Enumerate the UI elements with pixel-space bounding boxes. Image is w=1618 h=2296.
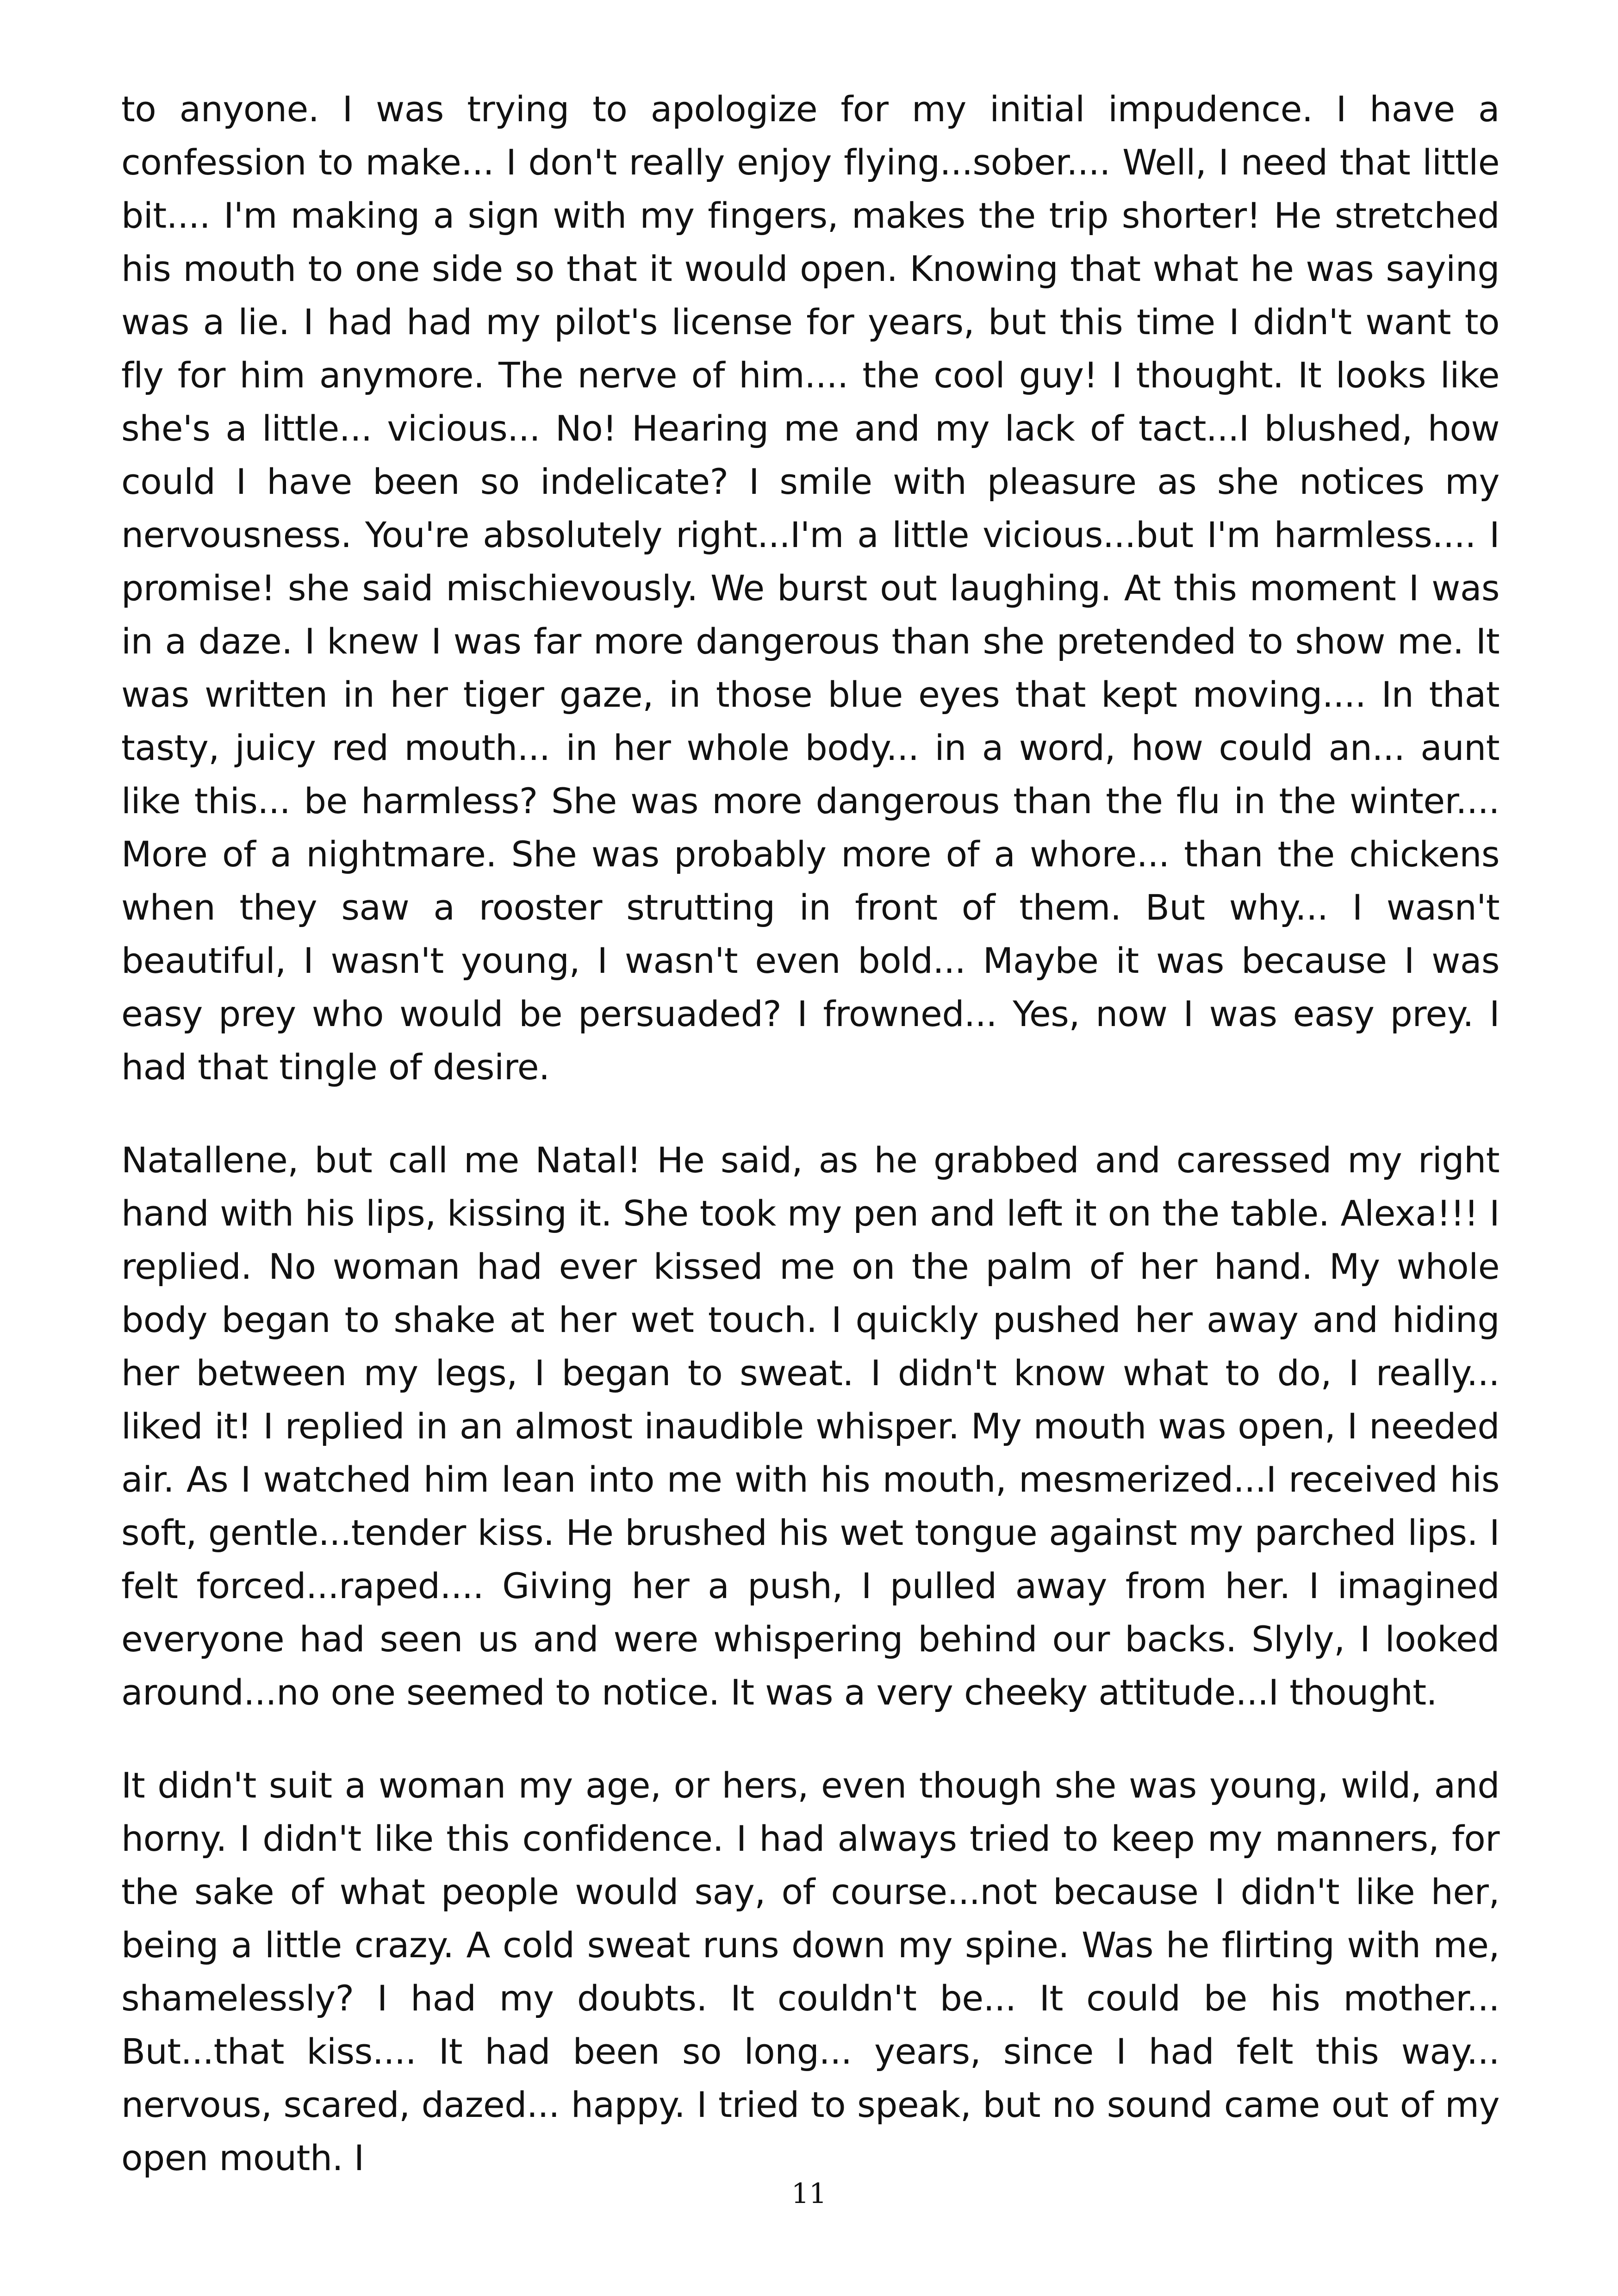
paragraph-3: It didn't suit a woman my age, or hers, even though she was young, wild, and horny. I didn't like this confidence. I had always tried to keep my manners, for the sake of what people would say, of course...not because I didn't like her, being a little crazy. A cold sweat runs down my spine. Was he flirting with me, shamelessly? I had my doubts. It couldn't be... It could be his mother... But...that kiss.... It had been so long... years, since I had felt this way... nervous, scared, dazed... happy. I tried to speak, but no sound came out of my open mouth. I bbox=[121, 1765, 1500, 2178]
body-text bbox=[121, 82, 1500, 2184]
paragraph-2: Natallene, but call me Natal! He said, as he grabbed and caressed my right hand with his lips, kissing it. She took my pen and left it on the table. Alexa!!! I replied. No woman had ever kissed me on the palm of her hand. My whole body began to shake at her wet touch. I quickly pushed her away and hiding her between my legs, I began to sweat. I didn't know what to do, I really... liked it! I replied in an almost inaudible whisper. My mouth was open, I needed air. As I watched him lean into me with his mouth, mesmerized...I received his soft, gentle...tender kiss. He brushed his wet tongue against my parched lips. I felt forced...raped.... Giving her a push, I pulled away from her. I imagined everyone had seen us and were whispering behind our backs. Slyly, I looked around...no one seemed to notice. It was a very cheeky attitude...I thought. bbox=[121, 1139, 1500, 1713]
page-number: 11 bbox=[791, 2178, 827, 2210]
paragraph-1: to anyone. I was trying to apologize for my initial impudence. I have a confession to make... I don't really enjoy flying...sober.... Well, I need that little bit.... I'm making a sign with my fingers, makes the trip shorter! He stretched his mouth to one side so that it would open. Knowing that what he was saying was a lie. I had had my pilot's license for years, but this time I didn't want to fly for him anymore. The nerve of him.... the cool guy! I thought. It looks like she's a little... vicious... No! Hearing me and my lack of tact...I blushed, how could I have been so indelicate? I smile with pleasure as she notices my nervousness. You're absolutely right...I'm a little vicious...but I'm harmless.... I promise! she said mischievously. We burst out laughing. At this moment I was in a daze. I knew I was far more dangerous than she pretended to show me. It was written in her tiger gaze, in those blue eyes that kept moving.... In that tasty, juicy red mouth... in her whole body... in a word, how could an... aunt like this... be harmless? She was more dangerous than the flu in the winter.... More of a nightmare. She was probably more of a whore... than the chickens when they saw a rooster strutting in front of them. But why... I wasn't beautiful, I wasn't young, I wasn't even bold... Maybe it was because I was easy prey who would be persuaded? I frowned... Yes, now I was easy prey. I had that tingle of desire. bbox=[121, 88, 1500, 1088]
